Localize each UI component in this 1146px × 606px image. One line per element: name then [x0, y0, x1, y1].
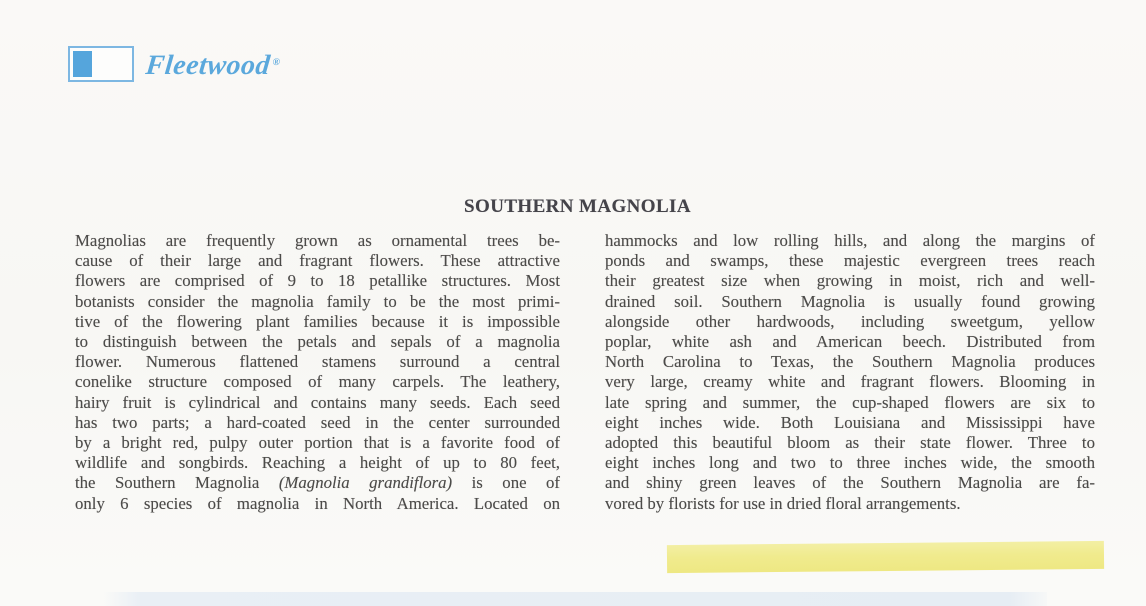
text-line: hairy fruit is cylindrical and contains many seeds. Each seed — [75, 392, 560, 412]
text-line: alongside other hardwoods, including sweetgum, yellow — [605, 311, 1095, 331]
text-line: cause of their large and fragrant flowers. These attractive — [75, 251, 560, 271]
article-title: SOUTHERN MAGNOLIA — [464, 196, 691, 217]
brand-wordmark — [144, 49, 281, 80]
text-column-right — [605, 231, 1095, 514]
text-line: eight inches long and two to three inches wide, the smooth — [605, 453, 1095, 473]
text-line: the Southern Magnolia (Magnolia grandiflora) is one of — [75, 473, 560, 493]
registered-trademark-symbol: ® — [271, 56, 281, 68]
text-line: hammocks and low rolling hills, and along the margins of — [605, 231, 1095, 250]
text-line: to distinguish between the petals and sepals of a magnolia — [75, 332, 560, 352]
logo-box-fill — [73, 51, 92, 77]
text-line: late spring and summer, the cup-shaped flowers are six to — [605, 392, 1095, 412]
text-line: has two parts; a hard-coated seed in the center surrounded — [75, 412, 560, 432]
text-line: only 6 species of magnolia in North America. Located on — [75, 493, 560, 513]
text-line: very large, creamy white and fragrant flowers. Blooming in — [605, 372, 1095, 392]
text-line: conelike structure composed of many carpels. The leathery, — [75, 372, 560, 392]
text-column-left — [75, 231, 560, 514]
text-line: adopted this beautiful bloom as their state flower. Three to — [605, 433, 1095, 453]
logo-box-icon — [68, 46, 134, 82]
text-line: flowers are comprised of 9 to 18 petallike structures. Most — [75, 271, 560, 291]
text-line: Magnolias are frequently grown as ornamental trees be- — [75, 231, 560, 250]
article-body — [75, 231, 1095, 514]
text-line: ponds and swamps, these majestic evergreen trees reach — [605, 251, 1095, 271]
text-line: eight inches wide. Both Louisiana and Mississippi have — [605, 412, 1095, 432]
text-line: by a bright red, pulpy outer portion that is a favorite food of — [75, 433, 560, 453]
fleetwood-logo — [68, 46, 280, 82]
text-line: botanists consider the magnolia family to be the most primi- — [75, 291, 560, 311]
text-line: poplar, white ash and American beech. Distributed from — [605, 332, 1095, 352]
text-line: flower. Numerous flattened stamens surround a central — [75, 352, 560, 372]
text-line: and shiny green leaves of the Southern Magnolia are fa- — [605, 473, 1095, 493]
brand-name: Fleetwood — [144, 49, 272, 81]
yellow-highlight-bar — [667, 541, 1104, 573]
bottom-blue-strip — [103, 592, 1047, 606]
text-line: vored by florists for use in dried floral arrangements. — [605, 493, 961, 513]
text-line: their greatest size when growing in moist, rich and well- — [605, 271, 1095, 291]
text-line: tive of the flowering plant families because it is impossible — [75, 311, 560, 331]
text-line: drained soil. Southern Magnolia is usually found growing — [605, 291, 1095, 311]
text-line: North Carolina to Texas, the Southern Magnolia produces — [605, 352, 1095, 372]
text-line: wildlife and songbirds. Reaching a height of up to 80 feet, — [75, 453, 560, 473]
